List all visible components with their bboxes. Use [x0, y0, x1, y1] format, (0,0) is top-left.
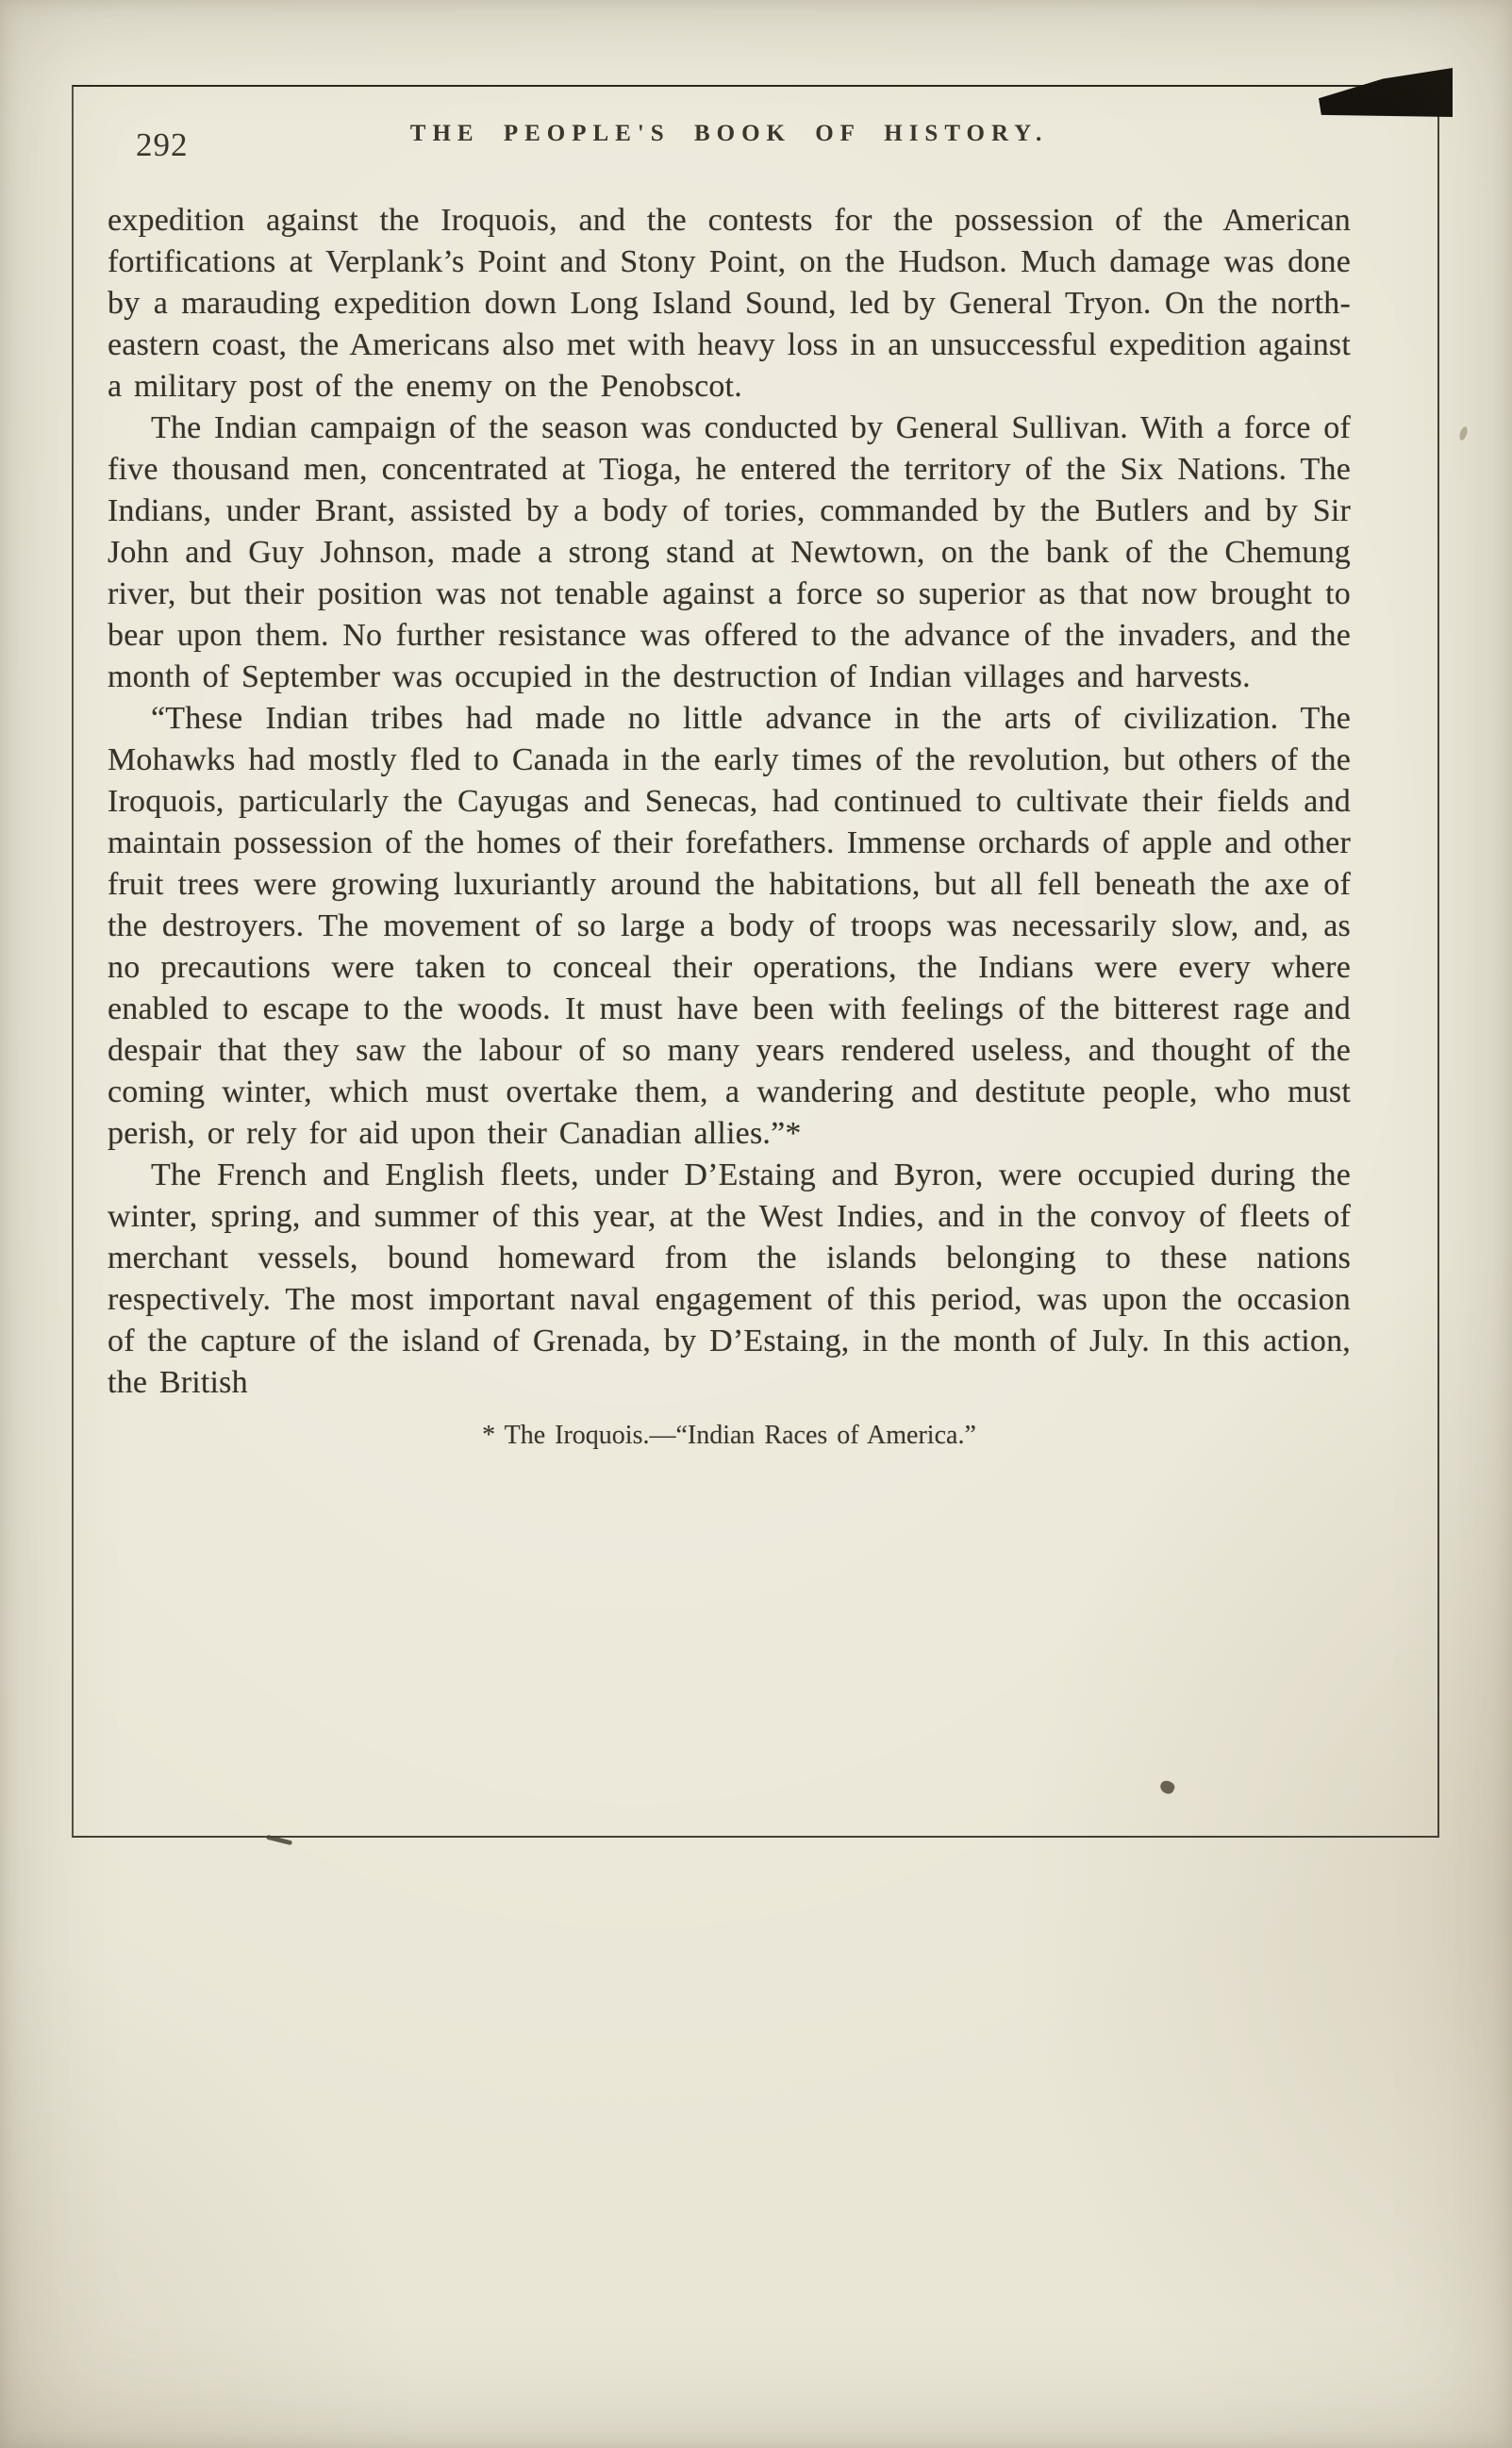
- margin-speck-mark: [1458, 425, 1469, 441]
- running-header: THE PEOPLE'S BOOK OF HISTORY.: [409, 121, 1049, 146]
- paragraph-3: “These Indian tribes had made no little advance in the arts of civilization. The Mohawks had mostly fled to Canada in the early times of the revolution, but others of the Iroquois, particularly the Cayugas and Senecas, had continued to cultivate their fields and maintain possession of the homes of their forefathers. Immense orchards of apple and other fruit trees were growing luxuriantly around the habitations, but all fell beneath the axe of the destroyers. The movement of so large a body of troops was necessarily slow, and, as no precautions were taken to conceal their operations, the Indians were every where enabled to escape to the woods. It must have been with feelings of the bitterest rage and despair that they saw the labour of so many years rendered useless, and thought of the coming winter, which must overtake them, a wandering and destitute people, who must perish, or rely for aid upon their Canadian allies.”*: [108, 701, 1351, 1151]
- page-header-row: [108, 117, 1351, 177]
- corner-ink-mark: [1319, 68, 1453, 117]
- paragraph-1: expedition against the Iroquois, and the contests for the possession of the American fortifications at Verplank’s Point and Stony Point, on the Hudson. Much damage was done by a marauding expedition down Long Island Sound, led by General Tryon. On the north-eastern coast, the Americans also met with heavy loss in an unsuccessful expedition against a military post of the enemy on the Penobscot.: [108, 203, 1351, 404]
- footnote: * The Iroquois.—“Indian Races of America.”: [482, 1421, 976, 1450]
- printed-page-border: [72, 85, 1439, 1838]
- page-number: 292: [136, 126, 189, 163]
- paragraph-4: The French and English fleets, under D’Estaing and Byron, were occupied during the winter, spring, and summer of this year, at the West Indies, and in the convoy of fleets of merchant vessels, bound homeward from the islands belonging to these nations respectively. The most important naval engagement of this period, was upon the occasion of the capture of the island of Grenada, by D’Estaing, in the month of July. In this action, the British: [108, 1157, 1351, 1400]
- body-text: [108, 200, 1351, 1404]
- paragraph-2: The Indian campaign of the season was conducted by General Sullivan. With a force of five thousand men, concentrated at Tioga, he entered the territory of the Six Nations. The Indians, under Brant, assisted by a body of tories, commanded by the Butlers and by Sir John and Guy Johnson, made a strong stand at Newtown, on the bank of the Chemung river, but their position was not tenable against a force so superior as that now brought to bear upon them. No further resistance was offered to the advance of the invaders, and the month of September was occupied in the destruction of Indian villages and harvests.: [108, 410, 1351, 694]
